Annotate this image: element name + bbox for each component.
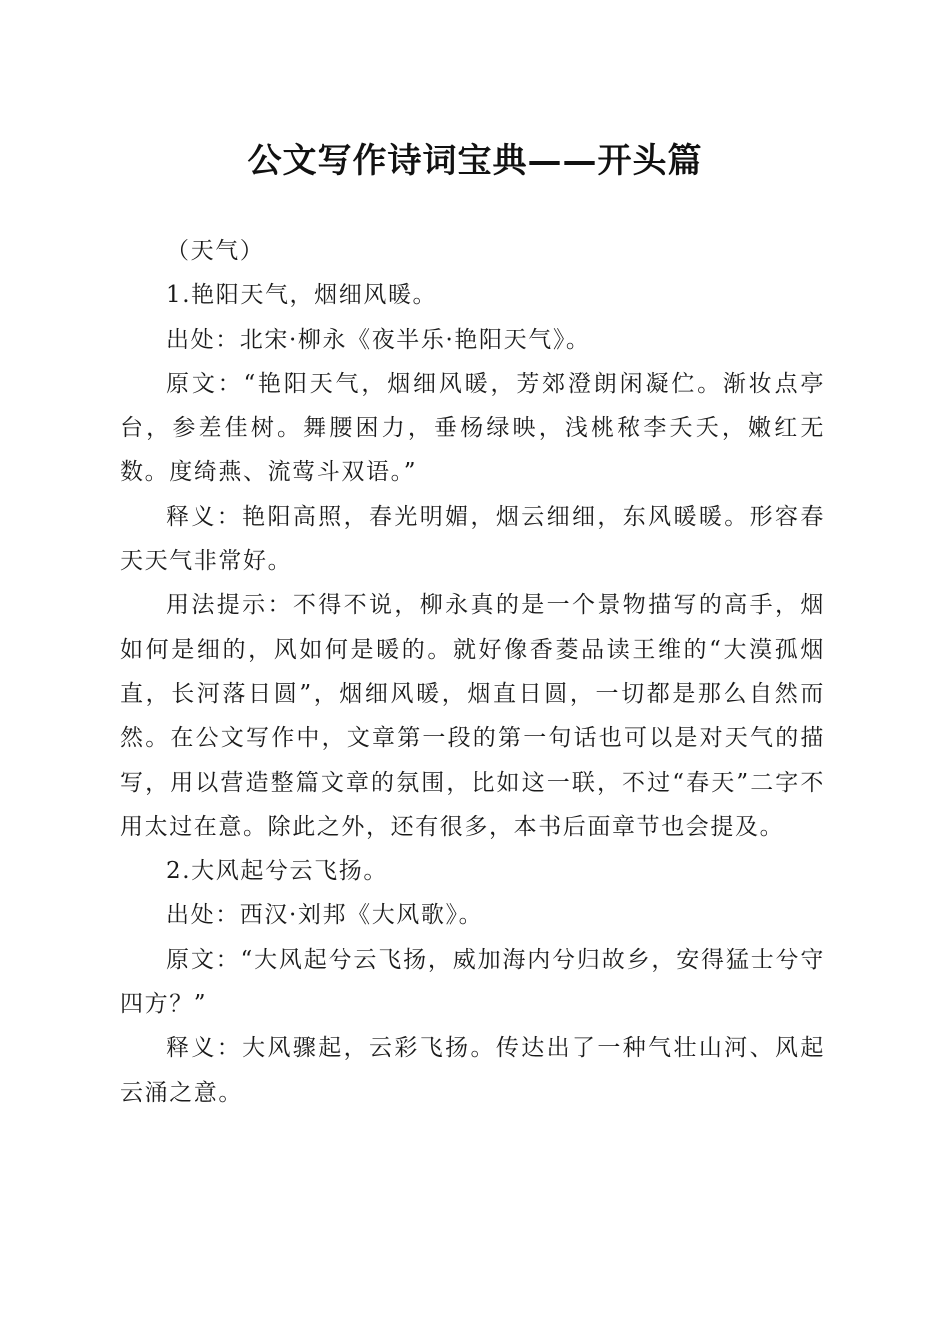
page-title: 公文写作诗词宝典——开头篇 [247,141,703,181]
poem-line-2: 2.大风起兮云飞扬。 [166,858,388,885]
poem-line-1: 1.艳阳天气，烟细风暖。 [166,282,438,309]
source-1: 出处：北宋·柳永《夜半乐·艳阳天气》。 [166,326,591,353]
original-text-1: 原文：“艳阳天气，烟细风暖，芳郊澄朗闲凝伫。渐妆点亭台，参差佳树。舞腰困力，垂杨绿映，浅桃秾李夭夭，嫩红无数。度绮燕、流莺斗双语。” [120,370,825,486]
section-heading-weather: （天气） [166,238,265,264]
source-2: 出处：西汉·刘邦《大风歌》。 [166,902,484,929]
meaning-2: 释义：大风骤起，云彩飞扬。传达出了一种气壮山河、风起云涌之意。 [120,1035,825,1106]
meaning-1: 释义：艳阳高照，春光明媚，烟云细细，东风暖暖。形容春天天气非常好。 [120,503,825,575]
usage-tip-1: 用法提示：不得不说，柳永真的是一个景物描写的高手，烟如何是细的，风如何是暖的。就好像香菱品读王维的“大漠孤烟直，长河落日圆”，烟细风暖，烟直日圆，一切都是那么自然而然。在公文写作中，文章第一段的第一句话也可以是对天气的描写，用以营造整篇文章的氛围，比如这一联，不过“春天”二字不用太过在意。除此之外，还有很多，本书后面章节也会提及。 [120,592,825,840]
original-text-2: 原文：“大风起兮云飞扬，威加海内兮归故乡，安得猛士兮守四方？” [120,946,825,1018]
document-body [120,229,825,1115]
